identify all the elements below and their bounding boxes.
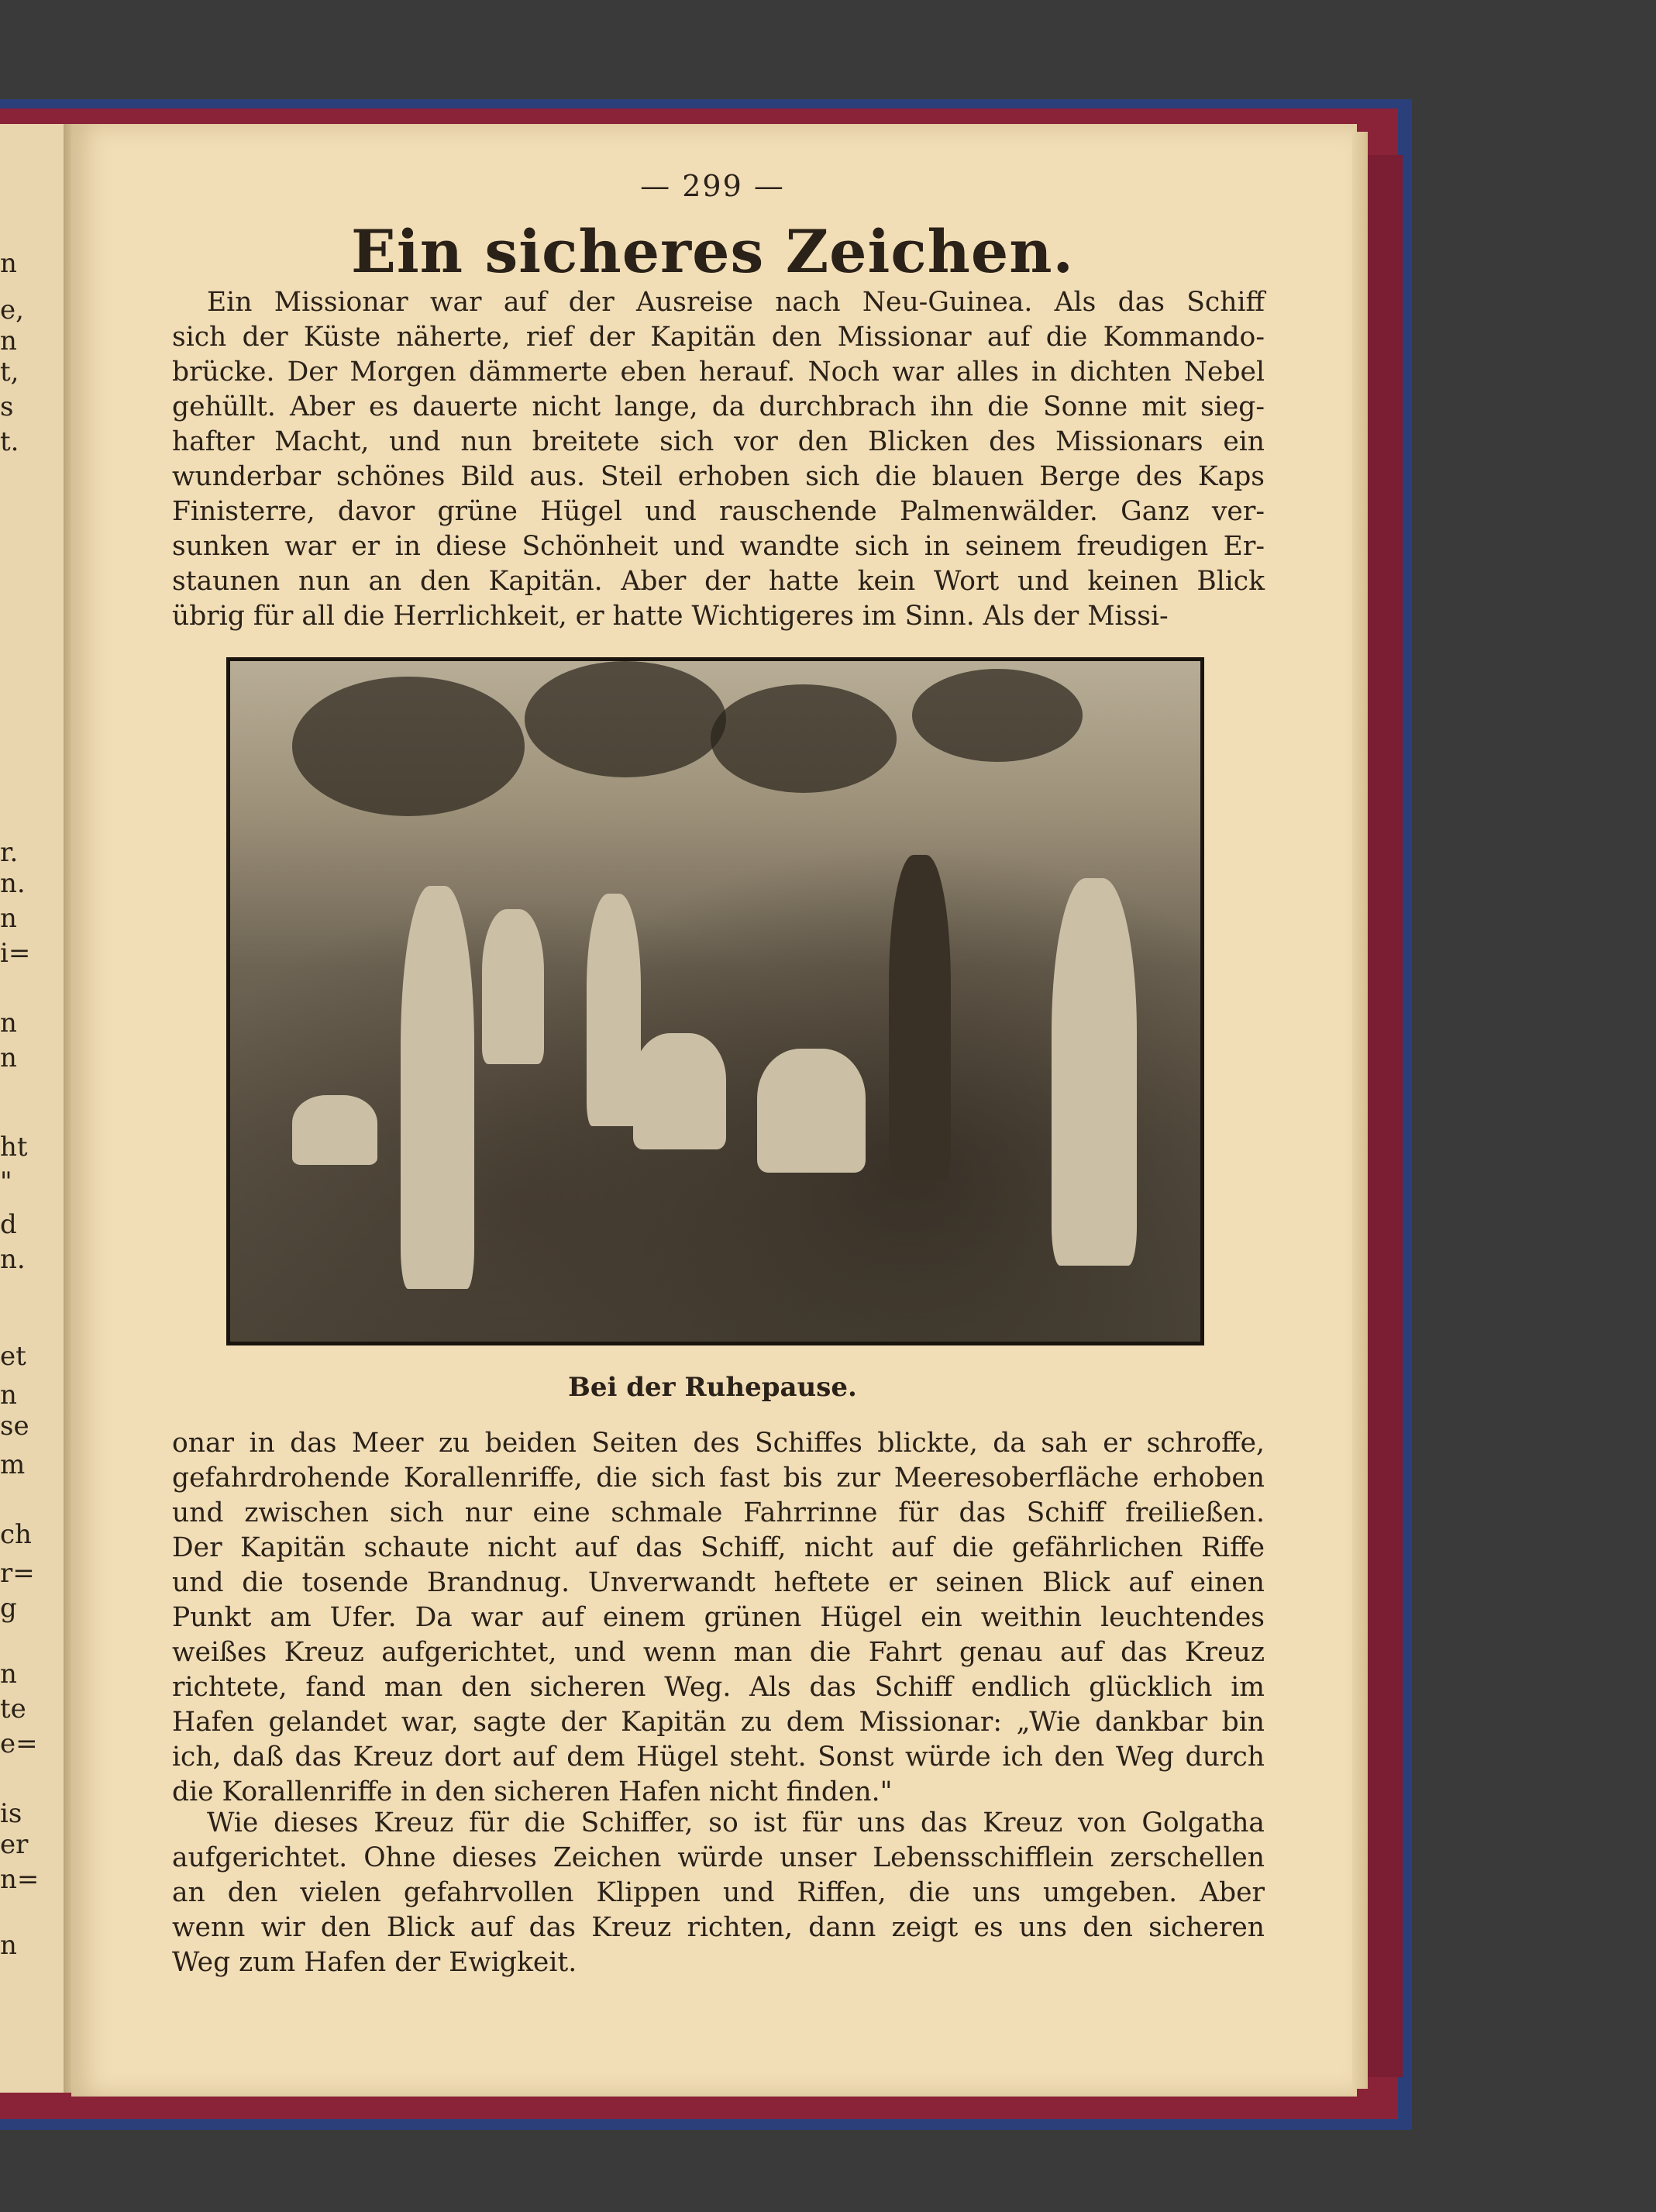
text-line: Punkt am Ufer. Da war auf einem grünen Hügel ein weithin leuchtendes	[172, 1602, 1265, 1633]
left-page-text-fragment: e,	[0, 295, 24, 326]
left-page-text-fragment: et	[0, 1341, 26, 1372]
text-line: Wie dieses Kreuz für die Schiffer, so ist für uns das Kreuz von Golgatha	[207, 1807, 1265, 1838]
left-page-text-fragment: n.	[0, 1244, 26, 1275]
left-page-text-fragment: r=	[0, 1558, 35, 1589]
left-page-text-fragment: s	[0, 391, 14, 422]
left-page-text-fragment: t,	[0, 357, 19, 388]
text-line: weißes Kreuz aufgerichtet, und wenn man die Fahrt genau auf das Kreuz	[172, 1637, 1265, 1668]
text-line: Weg zum Hafen der Ewigkeit.	[172, 1947, 577, 1978]
text-line: Ein Missionar war auf der Ausreise nach Neu-Guinea. Als das Schiff	[207, 287, 1265, 318]
left-page-text-fragment: r.	[0, 837, 19, 868]
page-edges	[1352, 132, 1368, 2089]
left-page-text-fragment: n	[0, 326, 17, 357]
paragraph-1	[172, 285, 1265, 634]
text-line: Hafen gelandet war, sagte der Kapitän zu dem Missionar: „Wie dankbar bin	[172, 1707, 1265, 1738]
text-line: staunen nun an den Kapitän. Aber der hatte kein Wort und keinen Blick	[172, 566, 1265, 597]
left-page-text-fragment: ch	[0, 1519, 32, 1550]
text-line: wenn wir den Blick auf das Kreuz richten, dann zeigt es uns den sicheren	[172, 1912, 1265, 1943]
photograph-rest-break	[226, 657, 1204, 1345]
text-line: Der Kapitän schaute nicht auf das Schiff, nicht auf die gefährlichen Riffe	[172, 1532, 1265, 1563]
text-line: gehüllt. Aber es dauerte nicht lange, da durchbrach ihn die Sonne mit sieg-	[172, 391, 1265, 422]
text-line: übrig für all die Herrlichkeit, er hatte Wichtigeres im Sinn. Als der Missi-	[172, 601, 1169, 632]
left-page-text-fragment: m	[0, 1449, 26, 1480]
left-page	[0, 124, 70, 2093]
left-page-text-fragment: n	[0, 1659, 17, 1690]
left-page-text-fragment: n	[0, 1008, 17, 1039]
left-page-text-fragment: t.	[0, 426, 19, 457]
text-line: sunken war er in diese Schönheit und wandte sich in seinem freudigen Er-	[172, 531, 1265, 562]
page-number: — 299 —	[640, 169, 785, 203]
left-page-text-fragment: n	[0, 1930, 17, 1961]
left-page-text-fragment: n.	[0, 868, 26, 899]
text-line: brücke. Der Morgen dämmerte eben herauf. Noch war alles in dichten Nebel	[172, 357, 1265, 388]
text-line: sich der Küste näherte, rief der Kapitän den Missionar auf die Kommando-	[172, 322, 1265, 353]
left-page-text-fragment: te	[0, 1693, 26, 1724]
text-line: hafter Macht, und nun breitete sich vor den Blicken des Missionars ein	[172, 426, 1265, 457]
left-page-text-fragment: i=	[0, 938, 31, 969]
left-page-text-fragment: n=	[0, 1864, 40, 1895]
left-page-text-fragment: n	[0, 903, 17, 934]
text-line: wunderbar schönes Bild aus. Steil erhoben sich die blauen Berge des Kaps	[172, 461, 1265, 492]
text-line: gefahrdrohende Korallenriffe, die sich fast bis zur Meeresoberfläche erhoben	[172, 1463, 1265, 1494]
text-line: an den vielen gefahrvollen Klippen und Riffen, die uns umgeben. Aber	[172, 1877, 1265, 1908]
paragraph-3	[172, 1806, 1265, 1980]
text-line: Finisterre, davor grüne Hügel und rauschende Palmenwälder. Ganz ver-	[172, 496, 1265, 527]
paragraph-2	[172, 1426, 1265, 1810]
text-line: ich, daß das Kreuz dort auf dem Hügel steht. Sonst würde ich den Weg durch	[172, 1742, 1265, 1773]
book-page	[71, 124, 1354, 2097]
left-page-text-fragment: "	[0, 1166, 12, 1197]
left-page-text-fragment: n	[0, 1042, 17, 1073]
left-page-text-fragment: is	[0, 1798, 22, 1829]
left-page-text-fragment: n	[0, 248, 17, 279]
text-line: onar in das Meer zu beiden Seiten des Schiffes blickte, da sah er schroffe,	[172, 1428, 1265, 1459]
text-line: und zwischen sich nur eine schmale Fahrrinne für das Schiff freiließen.	[172, 1497, 1265, 1528]
left-page-text-fragment: d	[0, 1209, 17, 1240]
article-title: Ein sicheres Zeichen.	[351, 217, 1074, 286]
left-page-text-fragment: n	[0, 1380, 17, 1411]
text-line: und die tosende Brandnug. Unverwandt heftete er seinen Blick auf einen	[172, 1567, 1265, 1598]
text-line: die Korallenriffe in den sicheren Hafen nicht finden."	[172, 1776, 893, 1807]
photo-caption: Bei der Ruhepause.	[568, 1372, 857, 1403]
left-page-text-fragment: e=	[0, 1728, 38, 1759]
left-page-text-fragment: ht	[0, 1132, 28, 1163]
left-page-text-fragment: er	[0, 1829, 29, 1860]
left-page-text-fragment: g	[0, 1593, 17, 1624]
text-line: richtete, fand man den sicheren Weg. Als das Schiff endlich glücklich im	[172, 1672, 1265, 1703]
left-page-text-fragment: se	[0, 1411, 29, 1442]
text-line: aufgerichtet. Ohne dieses Zeichen würde unser Lebensschifflein zerschellen	[172, 1842, 1265, 1873]
